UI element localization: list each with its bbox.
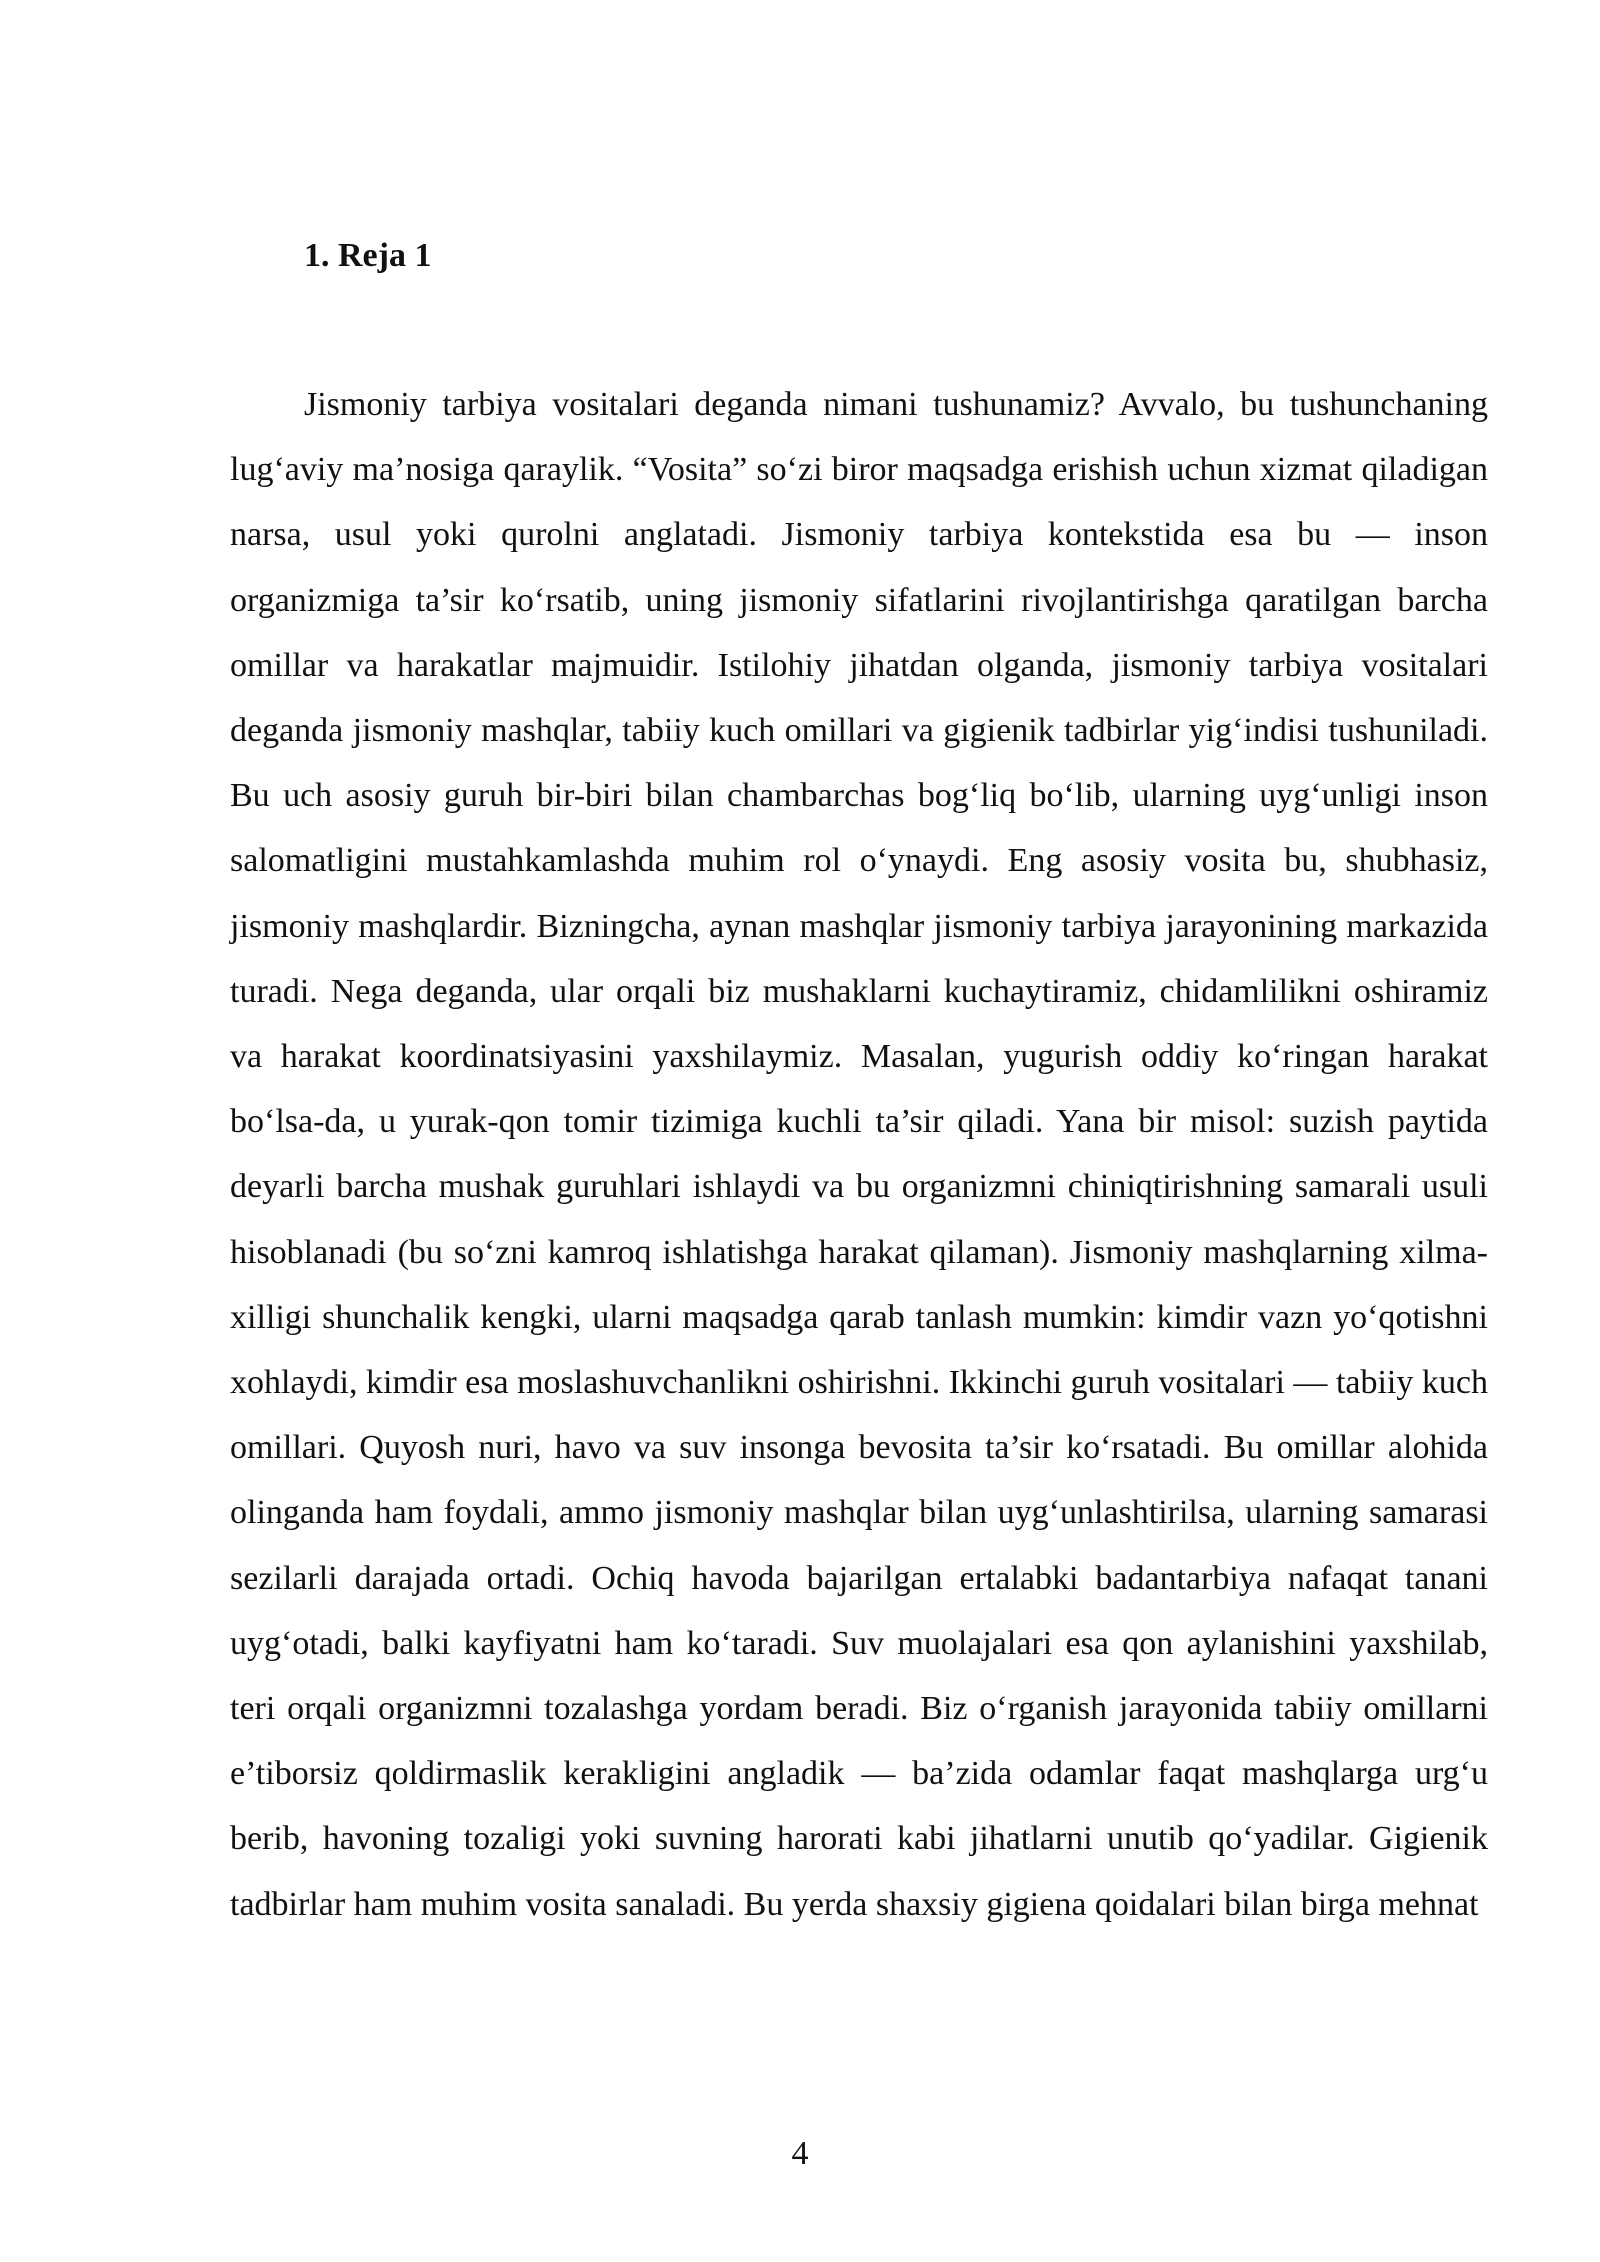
section-heading: 1. Reja 1 — [304, 237, 432, 274]
body-paragraph: Jismoniy tarbiya vositalari deganda nimani tushunamiz? Avvalo, bu tushunchaning lug‘aviy ma’nosiga qaraylik. “Vosita” so‘zi biror maqsadga erishish uchun xizmat qiladigan narsa, usul yoki qurolni anglatadi. Jismoniy tarbiya kontekstida esa bu — inson organizmiga ta’sir ko‘rsatib, uning jismoniy sifatlarini rivojlantirishga qaratilgan barcha omillar va harakatlar majmuidir. Istilohiy jihatdan olganda, jismoniy tarbiya vositalari deganda jismoniy mashqlar, tabiiy kuch omillari va gigienik tadbirlar yig‘indisi tushuniladi. Bu uch asosiy guruh bir-biri bilan chambarchas bog‘liq bo‘lib, ularning uyg‘unligi inson salomatligini mustahkamlashda muhim rol o‘ynaydi. Eng asosiy vosita bu, shubhasiz, jismoniy mashqlardir. Bizningcha, aynan mashqlar jismoniy tarbiya jarayonining markazida turadi. Nega deganda, ular orqali biz mushaklarni kuchaytiramiz, chidamlilikni oshiramiz va harakat koordinatsiyasini yaxshilaymiz. Masalan, yugurish oddiy ko‘ringan harakat bo‘lsa-da, u yurak-qon tomir tizimiga kuchli ta’sir qiladi. Yana bir misol: suzish paytida deyarli barcha mushak guruhlari ishlaydi va bu organizmni chiniqtirishning samarali usuli hisoblanadi (bu so‘zni kamroq ishlatishga harakat qilaman). Jismoniy mashqlarning xilma-xilligi shunchalik kengki, ularni maqsadga qarab tanlash mumkin: kimdir vazn yo‘qotishni xohlaydi, kimdir esa moslashuvchanlikni oshirishni. Ikkinchi guruh vositalari — tabiiy kuch omillari. Quyosh nuri, havo va suv insonga bevosita ta’sir ko‘rsatadi. Bu omillar alohida olinganda ham foydali, ammo jismoniy mashqlar bilan uyg‘unlashtirilsa, ularning samarasi sezilarli darajada ortadi. Ochiq havoda bajarilgan ertalabki badantarbiya nafaqat tanani uyg‘otadi, balki kayfiyatni ham ko‘taradi. Suv muolajalari esa qon aylanishini yaxshilab, teri orqali organizmni tozalashga yordam beradi. Biz o‘rganish jarayonida tabiiy omillarni e’tiborsiz qoldirmaslik kerakligini angladik — ba’zida odamlar faqat mashqlarga urg‘u berib, havoning tozaligi yoki suvning harorati kabi jihatlarni unutib qo‘yadilar. Gigienik tadbirlar ham muhim vosita sanaladi. Bu yerda shaxsiy gigiena qoidalari bilan birga mehnat — [230, 386, 1488, 1923]
page-number: 4 — [791, 2135, 809, 2172]
